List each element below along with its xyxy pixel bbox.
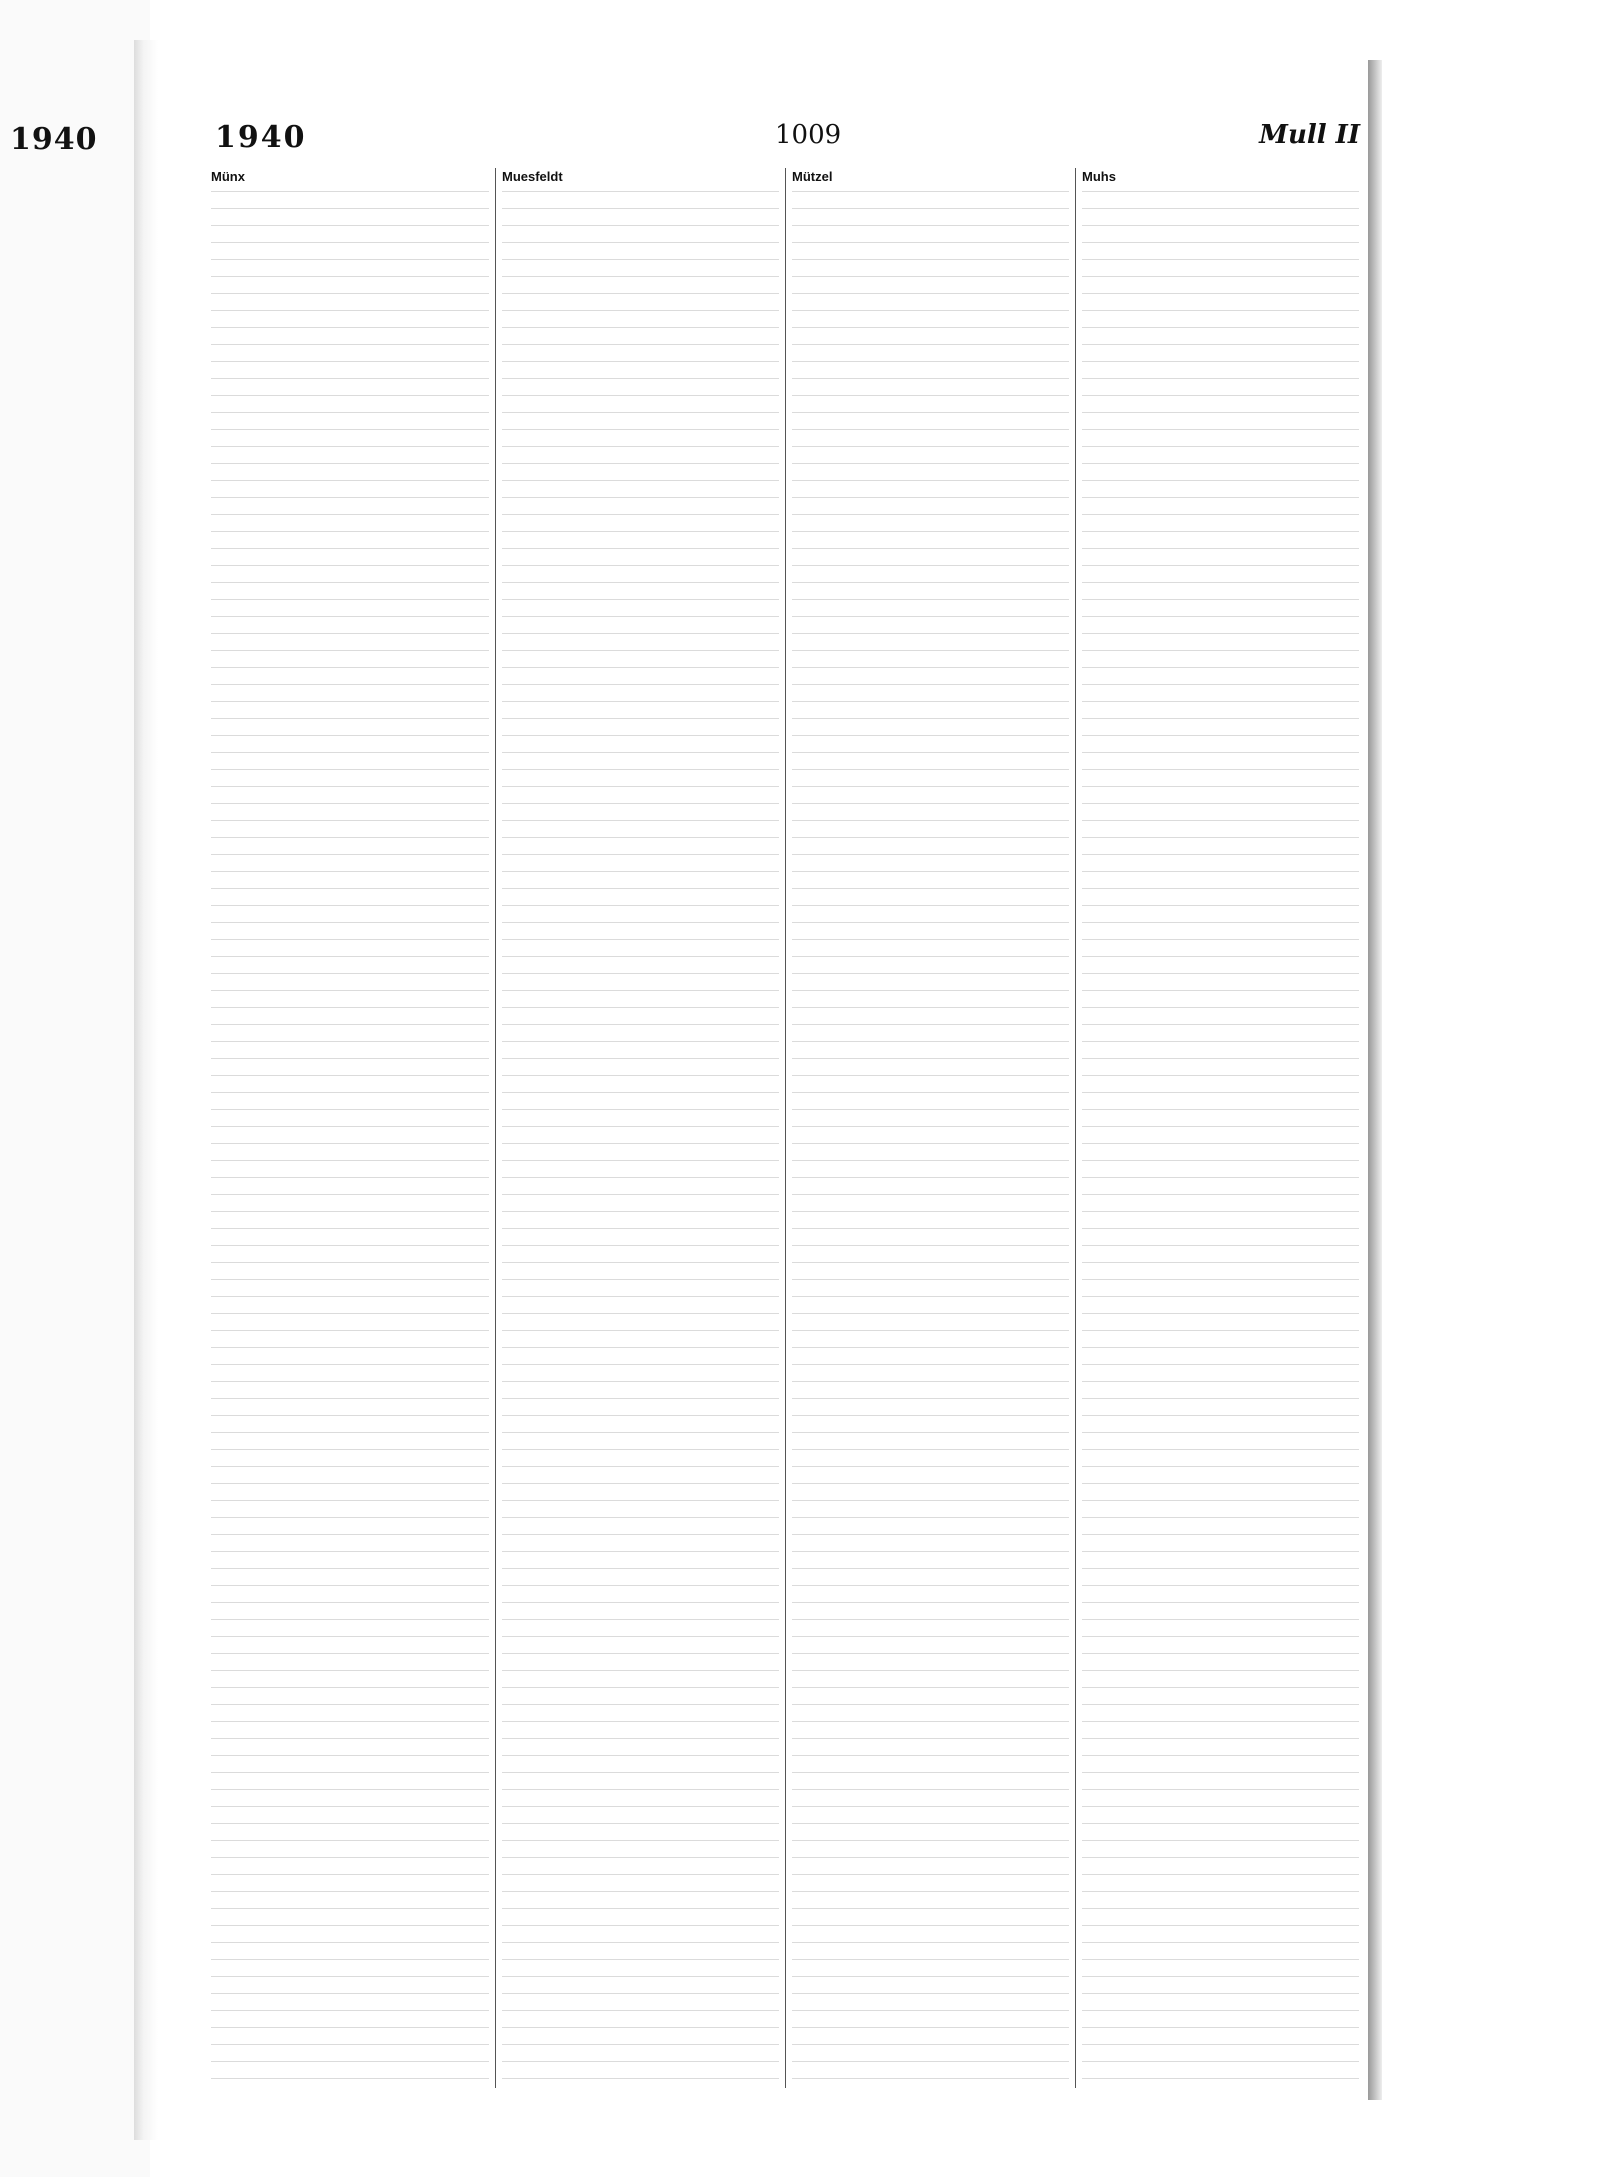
column-first-entry: Muhs [1082, 169, 1116, 184]
column-4 [1075, 168, 1365, 2088]
directory-columns [205, 168, 1365, 2088]
previous-page-year: 1940 [10, 122, 98, 157]
page-fold [134, 40, 158, 2140]
column-text-block [792, 187, 1069, 2082]
column-text-block [502, 187, 779, 2082]
running-head: Mull II [1259, 120, 1360, 150]
column-first-entry: Münx [211, 169, 245, 184]
column-3 [785, 168, 1075, 2088]
column-text-block [211, 187, 489, 2082]
column-1 [205, 168, 495, 2088]
column-2 [495, 168, 785, 2088]
page-header [215, 110, 1360, 160]
column-text-block [1082, 187, 1359, 2082]
page-edge-shadow [1368, 60, 1382, 2100]
header-year: 1940 [215, 120, 307, 155]
column-first-entry: Mützel [792, 169, 833, 184]
previous-page-edge [0, 0, 150, 2177]
page-number: 1009 [775, 120, 842, 150]
column-first-entry: Muesfeldt [502, 169, 563, 184]
